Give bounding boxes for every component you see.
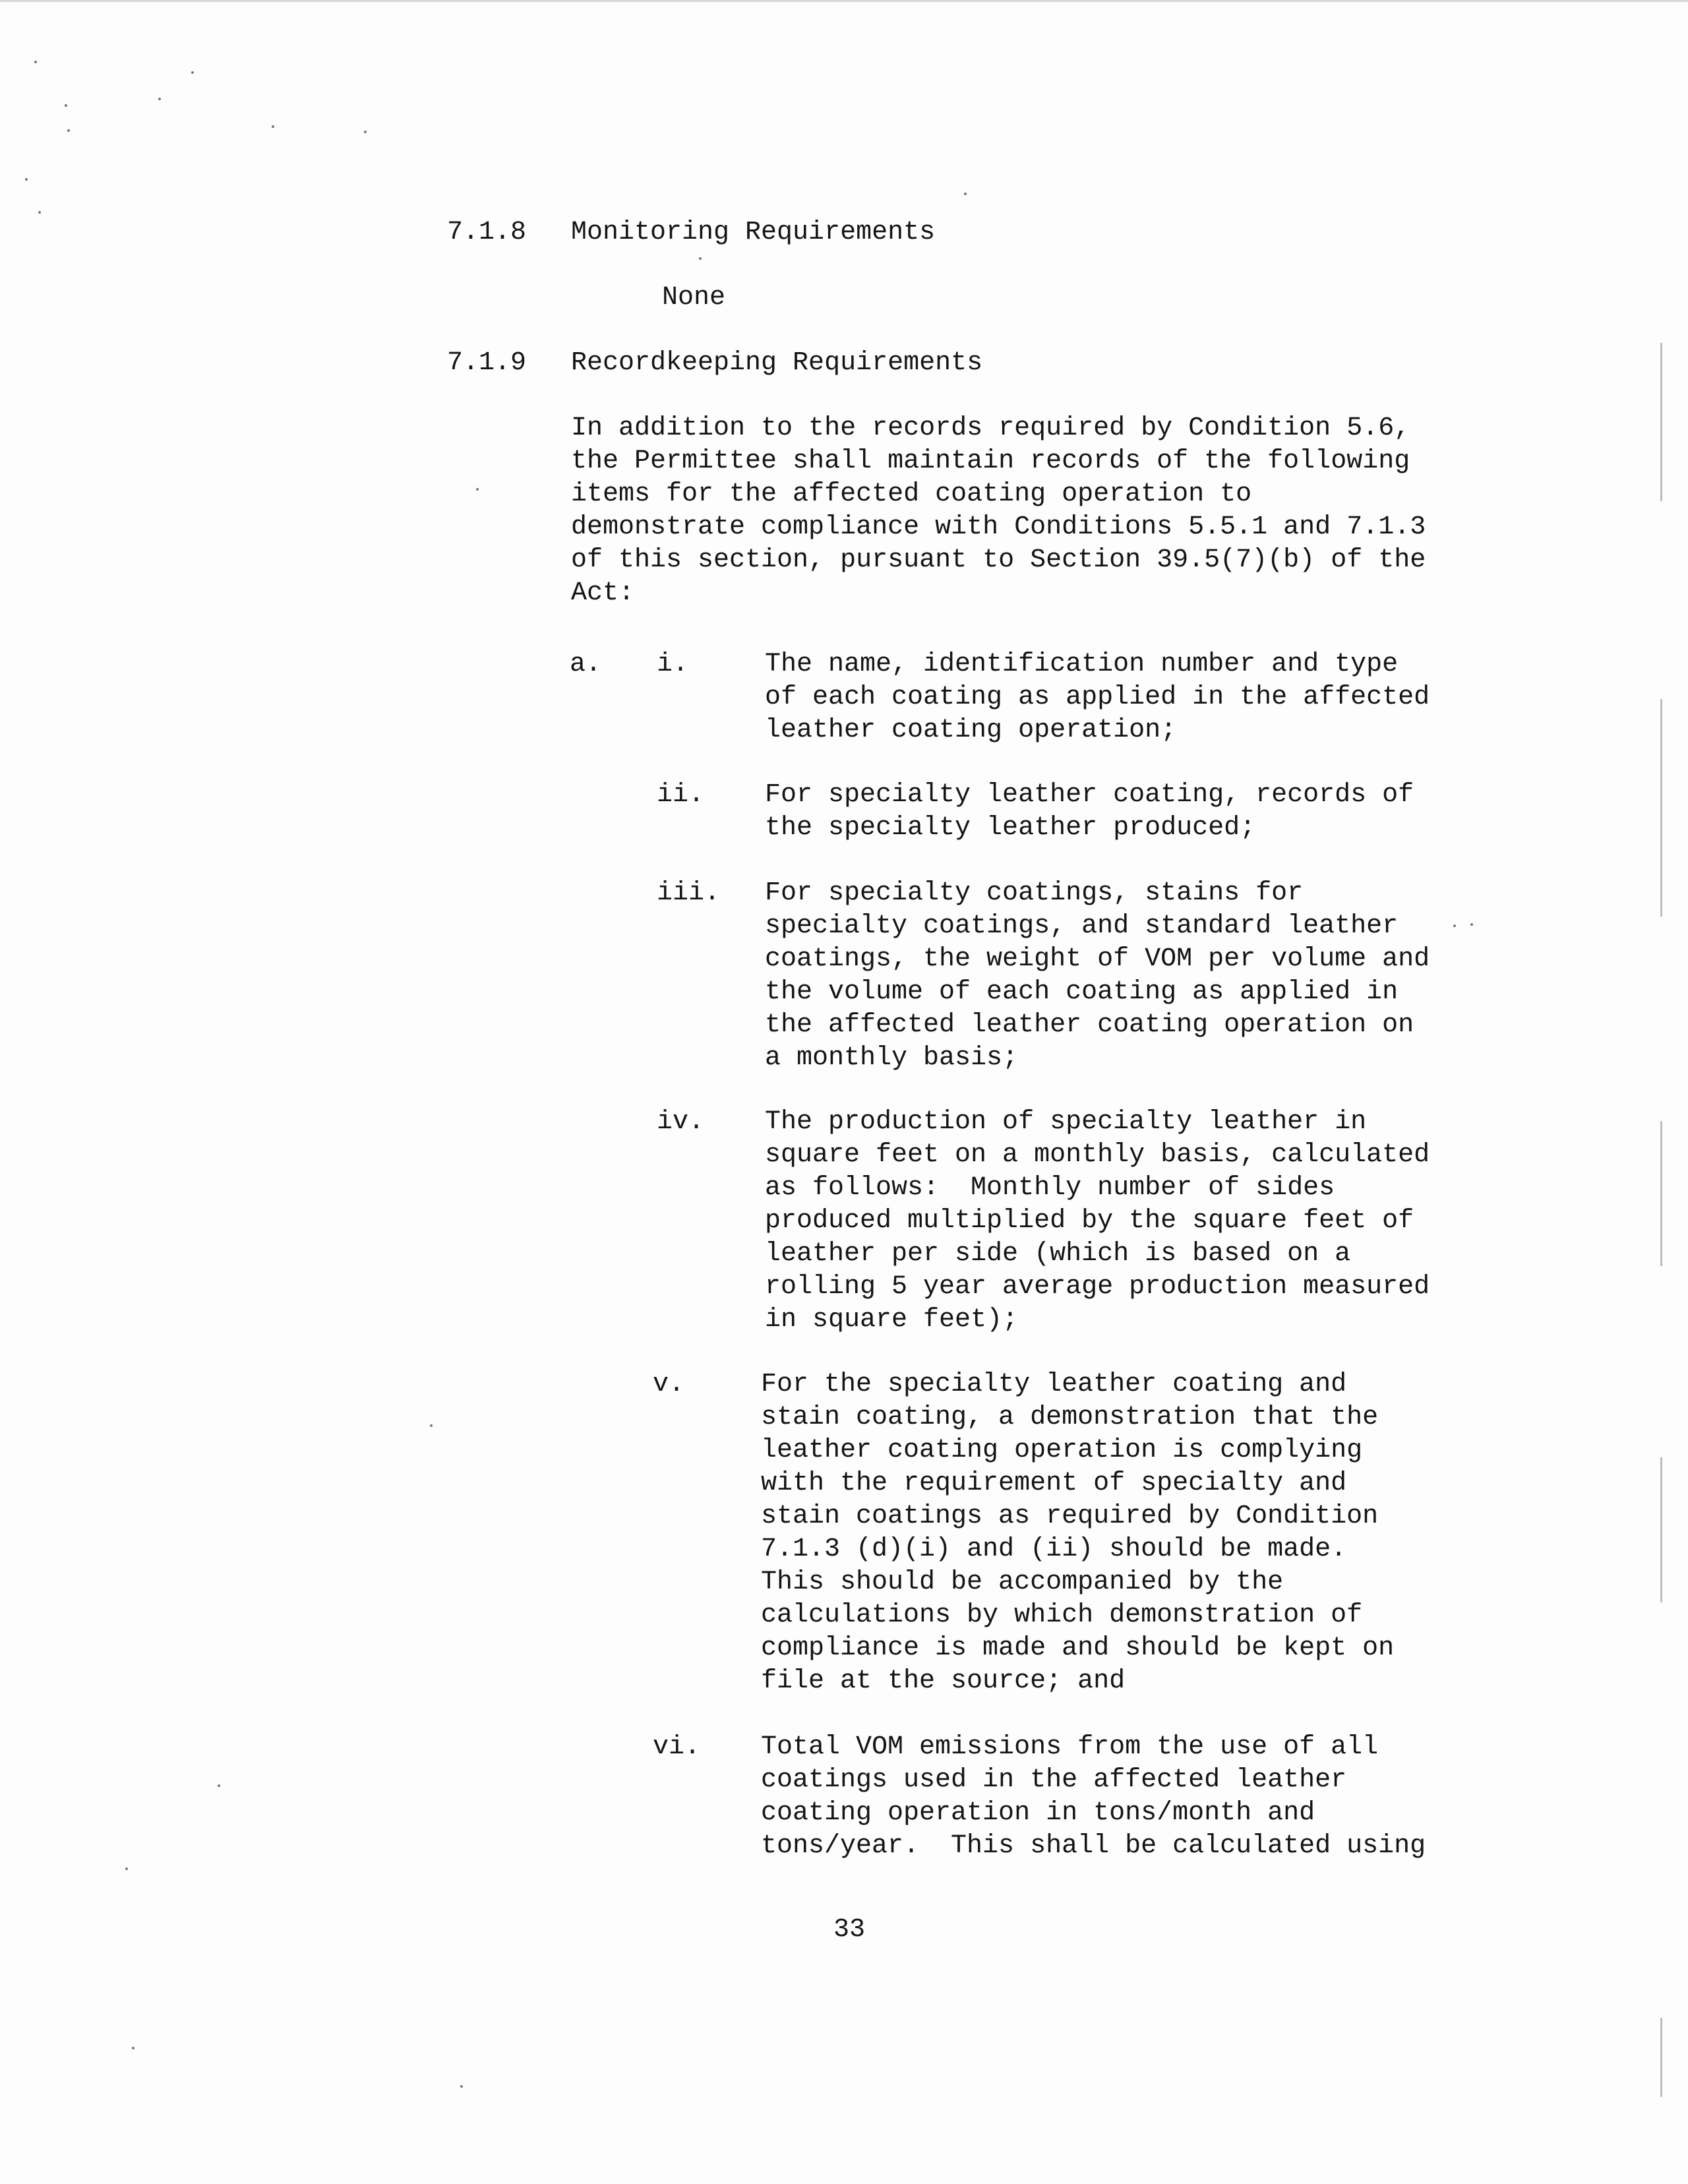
list-item-line: compliance is made and should be kept on bbox=[761, 1633, 1395, 1663]
list-item-line: the volume of each coating as applied in bbox=[765, 977, 1399, 1007]
list-item-line: This should be accompanied by the bbox=[761, 1567, 1284, 1597]
intro-line: items for the affected coating operation to bbox=[571, 479, 1252, 509]
top-edge-rule bbox=[0, 0, 1688, 2]
list-item-line: as follows: Monthly number of sides bbox=[765, 1173, 1335, 1203]
list-item-line: Total VOM emissions from the use of all bbox=[761, 1732, 1379, 1762]
section-heading-recordkeeping: Recordkeeping Requirements bbox=[571, 348, 983, 378]
section-heading-monitoring: Monitoring Requirements bbox=[571, 218, 936, 247]
list-numeral-ii: ii. bbox=[657, 780, 705, 810]
list-item-line: For specialty coatings, stains for bbox=[765, 878, 1304, 908]
scan-speck bbox=[65, 104, 67, 107]
list-item-i-text bbox=[765, 648, 1430, 747]
list-numeral-v: v. bbox=[653, 1370, 685, 1399]
recordkeeping-intro-paragraph bbox=[571, 412, 1426, 610]
list-item-line: leather per side (which is based on a bbox=[765, 1239, 1351, 1269]
scan-speck bbox=[158, 98, 161, 100]
scan-speck bbox=[964, 193, 967, 195]
scan-speck bbox=[476, 488, 479, 491]
list-item-line: For the specialty leather coating and bbox=[761, 1370, 1347, 1399]
scan-speck bbox=[25, 178, 28, 181]
intro-line: Act: bbox=[571, 578, 635, 608]
list-letter-a: a. bbox=[570, 650, 602, 679]
scan-speck bbox=[430, 1424, 433, 1427]
list-item-line: rolling 5 year average production measured bbox=[765, 1272, 1430, 1302]
scan-edge-mark bbox=[1660, 1457, 1662, 1602]
list-item-line: the affected leather coating operation on bbox=[765, 1010, 1414, 1040]
intro-line: In addition to the records required by Condition 5.6, bbox=[571, 413, 1410, 443]
scan-speck bbox=[67, 129, 70, 132]
scan-speck bbox=[34, 61, 37, 63]
scan-edge-mark bbox=[1660, 699, 1662, 917]
scan-speck bbox=[38, 211, 41, 214]
list-item-line: in square feet); bbox=[765, 1305, 1019, 1335]
list-item-line: with the requirement of specialty and bbox=[761, 1469, 1347, 1498]
list-item-v-text bbox=[761, 1368, 1394, 1698]
scan-edge-mark bbox=[1660, 343, 1662, 501]
list-item-line: calculations by which demonstration of bbox=[761, 1600, 1363, 1630]
scan-speck bbox=[191, 71, 194, 74]
list-item-line: of each coating as applied in the affected bbox=[765, 682, 1430, 712]
scan-edge-mark bbox=[1660, 2018, 1662, 2097]
list-numeral-iv: iv. bbox=[657, 1107, 705, 1137]
list-item-line: file at the source; and bbox=[761, 1666, 1126, 1696]
intro-line: of this section, pursuant to Section 39.5(7)(b) of the bbox=[571, 545, 1426, 575]
list-item-line: stain coatings as required by Condition bbox=[761, 1502, 1379, 1531]
list-item-iv-text bbox=[765, 1106, 1430, 1337]
list-item-line: tons/year. This shall be calculated using bbox=[761, 1831, 1426, 1861]
section-body-none: None bbox=[662, 283, 726, 313]
list-item-line: stain coating, a demonstration that the bbox=[761, 1403, 1379, 1432]
list-item-line: coating operation in tons/month and bbox=[761, 1798, 1315, 1828]
scan-speck bbox=[218, 1784, 220, 1787]
scan-edge-mark bbox=[1660, 1121, 1662, 1266]
intro-line: demonstrate compliance with Conditions 5.5.1 and 7.1.3 bbox=[571, 512, 1426, 542]
list-item-line: For specialty leather coating, records of bbox=[765, 780, 1414, 810]
list-numeral-iii: iii. bbox=[657, 878, 721, 908]
scan-speck bbox=[460, 2085, 463, 2088]
list-item-line: leather coating operation is complying bbox=[761, 1436, 1363, 1465]
list-item-ii-text bbox=[765, 779, 1414, 845]
scan-speck bbox=[125, 1867, 128, 1870]
list-item-iii-text bbox=[765, 877, 1430, 1075]
list-item-vi-text bbox=[761, 1731, 1426, 1863]
intro-line: the Permittee shall maintain records of the following bbox=[571, 446, 1410, 476]
scan-speck bbox=[272, 125, 274, 128]
list-item-line: leather coating operation; bbox=[765, 715, 1177, 745]
list-item-line: the specialty leather produced; bbox=[765, 813, 1256, 843]
list-item-line: specialty coatings, and standard leather bbox=[765, 911, 1399, 941]
list-item-line: The name, identification number and type bbox=[765, 650, 1399, 679]
page-number: 33 bbox=[833, 1915, 866, 1945]
list-item-line: produced multiplied by the square feet of bbox=[765, 1206, 1414, 1236]
scan-speck bbox=[699, 257, 702, 260]
scan-speck bbox=[1470, 923, 1473, 926]
list-item-line: 7.1.3 (d)(i) and (ii) should be made. bbox=[761, 1534, 1347, 1564]
list-item-line: coatings, the weight of VOM per volume and bbox=[765, 944, 1430, 974]
list-numeral-i: i. bbox=[657, 650, 689, 679]
scan-speck bbox=[364, 131, 367, 133]
scan-speck bbox=[132, 2047, 135, 2049]
list-numeral-vi: vi. bbox=[653, 1732, 701, 1762]
list-item-line: coatings used in the affected leather bbox=[761, 1765, 1347, 1795]
section-number-7-1-9: 7.1.9 bbox=[447, 348, 527, 378]
list-item-line: a monthly basis; bbox=[765, 1043, 1019, 1073]
list-item-line: The production of specialty leather in bbox=[765, 1107, 1367, 1137]
scan-speck bbox=[1453, 925, 1456, 927]
list-item-line: square feet on a monthly basis, calculated bbox=[765, 1140, 1430, 1170]
section-number-7-1-8: 7.1.8 bbox=[447, 218, 527, 247]
